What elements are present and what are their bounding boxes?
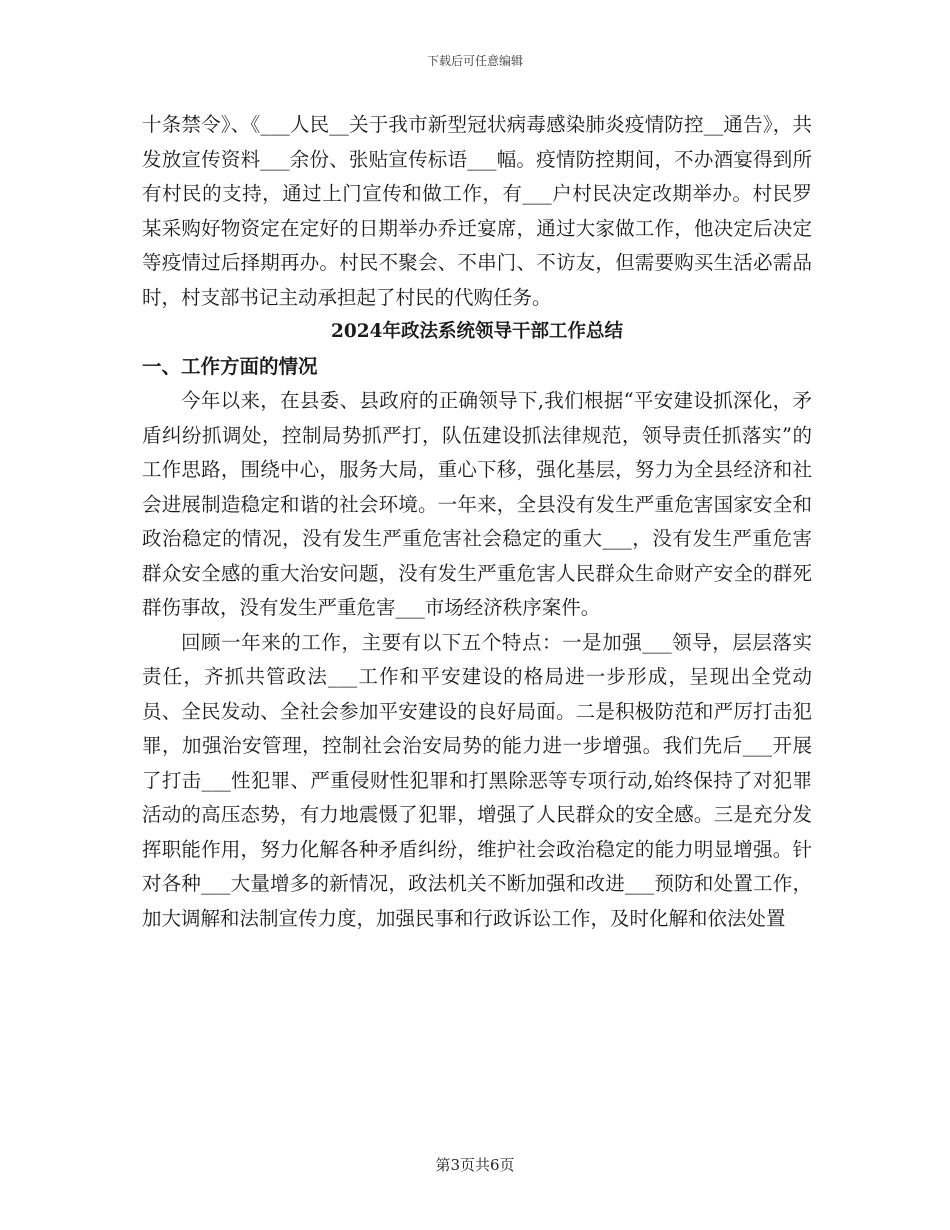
document-body bbox=[142, 108, 812, 936]
body-paragraph-1: 今年以来，在县委、县政府的正确领导下,我们根据“平安建设抓深化，矛盾纠纷抓调处，控制局势抓严打，队伍建设抓法律规范，领导责任抓落实”的工作思路，围绕中心，服务大局，重心下移，强化基层，努力为全县经济和社会进展制造稳定和谐的社会环境。一年来，全县没有发生严重危害国家安全和政治稳定的情况，没有发生严重危害社会稳定的重大___，没有发生严重危害群众安全感的重大治安问题，没有发生严重危害人民群众生命财产安全的群死群伤事故，没有发生严重危害___市场经济秩序案件。 bbox=[142, 389, 812, 619]
section-heading: 一、工作方面的情况 bbox=[142, 354, 318, 378]
page-header-note: 下载后可任意编辑 bbox=[426, 54, 523, 68]
document-title: 2024年政法系统领导干部工作总结 bbox=[331, 321, 623, 342]
page-footer-indicator: 第3页共6页 bbox=[435, 1156, 515, 1174]
lead-paragraph: 十条禁令》、《___人民__关于我市新型冠状病毒感染肺炎疫情防控__通告》，共发放宣传资料___余份、张贴宣传标语___幅。疫情防控期间，不办酒宴得到所有村民的支持，通过上门宣传和做工作，有___户村民决定改期举办。村民罗某采购好物资定在定好的日期举办乔迁宴席，通过大家做工作，他决定后决定等疫情过后择期再办。村民不聚会、不串门、不访友，但需要购买生活必需品时，村支部书记主动承担起了村民的代购任务。 bbox=[142, 113, 812, 309]
body-paragraph-2: 回顾一年来的工作，主要有以下五个特点：一是加强___领导，层层落实责任，齐抓共管政法___工作和平安建设的格局进一步形成，呈现出全党动员、全民发动、全社会参加平安建设的良好局面。二是积极防范和严厉打击犯罪，加强治安管理，控制社会治安局势的能力进一步增强。我们先后___开展了打击___性犯罪、严重侵财性犯罪和打黑除恶等专项行动,始终保持了对犯罪活动的高压态势，有力地震慑了犯罪，增强了人民群众的安全感。三是充分发挥职能作用，努力化解各种矛盾纠纷，维护社会政治稳定的能力明显增强。针对各种___大量增多的新情况，政法机关不断加强和改进___预防和处置工作，加大调解和法制宣传力度，加强民事和行政诉讼工作，及时化解和依法处置 bbox=[142, 630, 812, 930]
